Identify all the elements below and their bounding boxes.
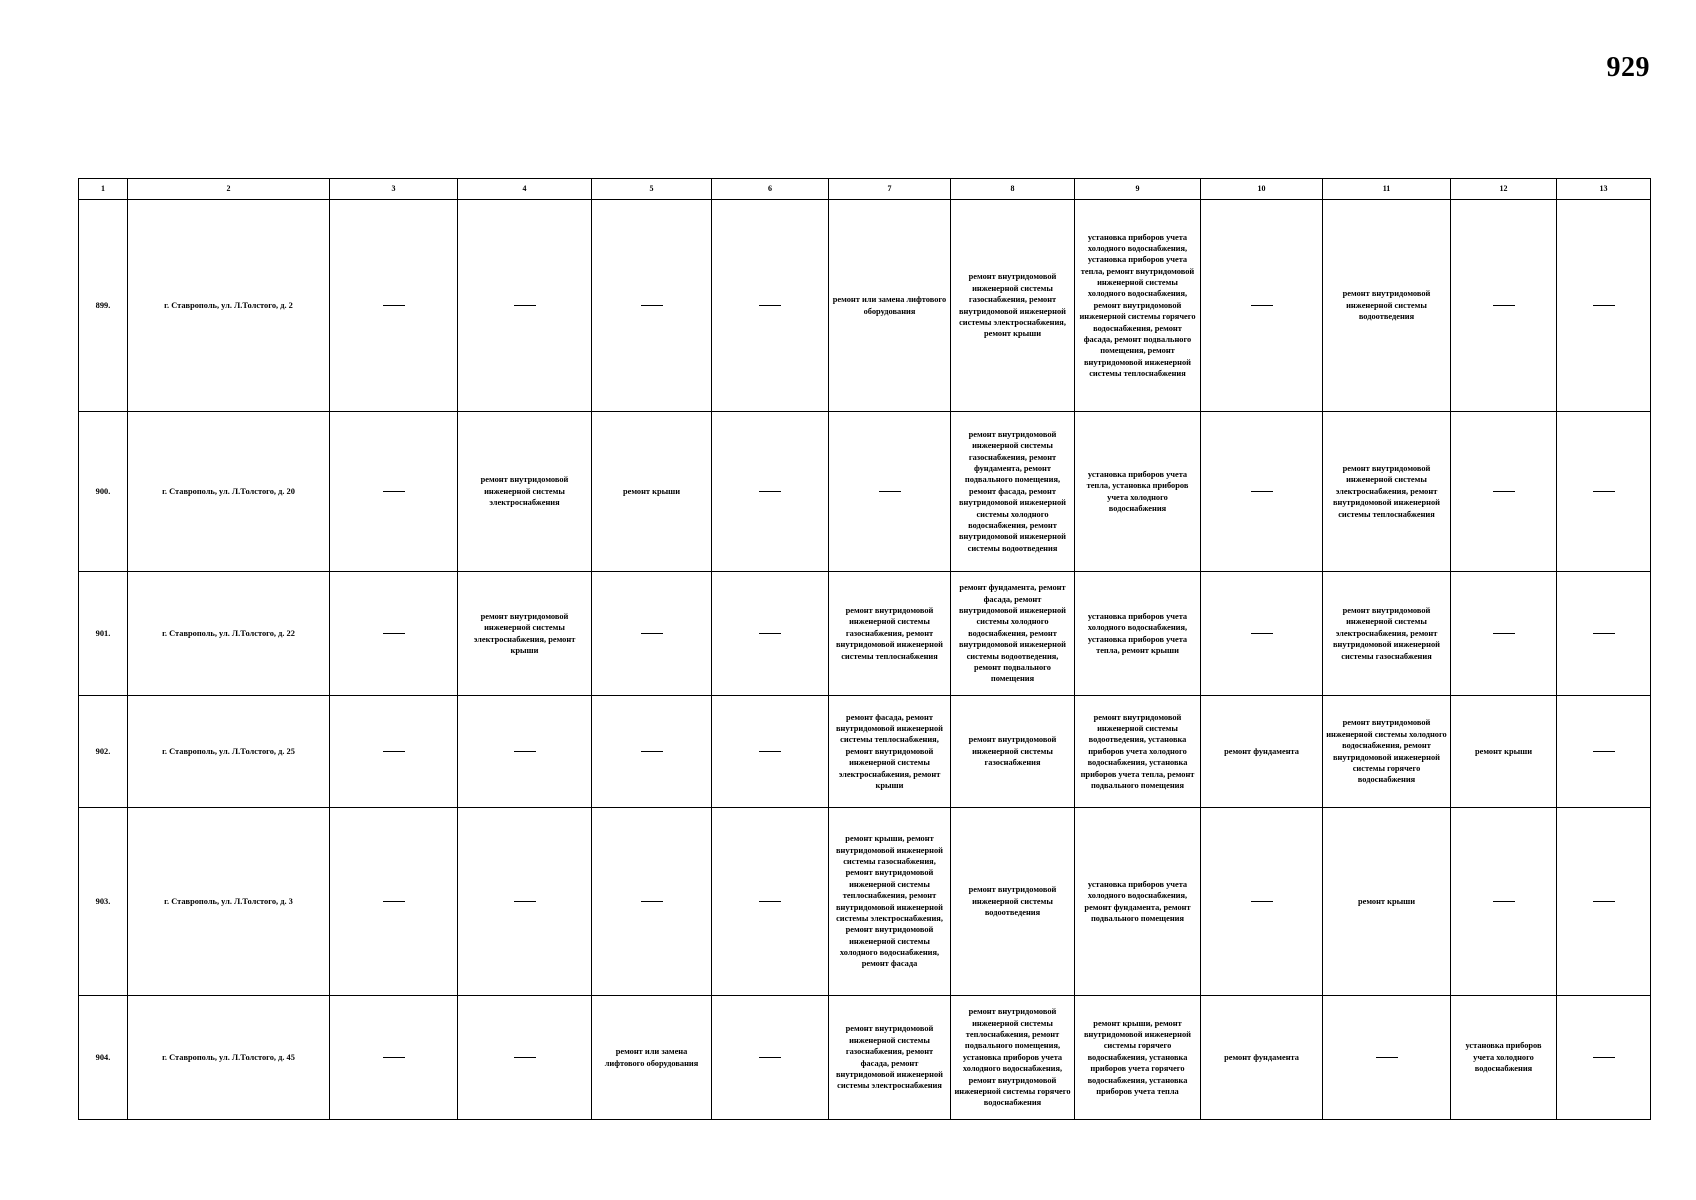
empty-dash (1593, 751, 1615, 752)
work-cell-c7: ремонт фасада, ремонт внутридомовой инженерной системы теплоснабжения, ремонт внутридомовой инженерной системы электроснабжения, ремонт крыши (829, 696, 951, 808)
work-cell-c9: установка приборов учета холодного водоснабжения, установка приборов учета тепла, ремонт крыши (1075, 572, 1201, 696)
work-cell-c12 (1451, 808, 1557, 996)
column-number: 13 (1557, 179, 1651, 200)
work-cell-c3 (330, 996, 458, 1120)
work-cell-c7: ремонт или замена лифтового оборудования (829, 200, 951, 412)
work-cell-c4 (458, 696, 592, 808)
row-number: 904. (79, 996, 128, 1120)
row-number: 901. (79, 572, 128, 696)
empty-dash (514, 1057, 536, 1058)
empty-dash (641, 751, 663, 752)
work-cell-c6 (712, 696, 829, 808)
work-cell-c7: ремонт крыши, ремонт внутридомовой инженерной системы газоснабжения, ремонт внутридомовой инженерной системы теплоснабжения, ремонт внутридомовой инженерной системы электроснабжения, ремонт внутридомовой инженерной системы холодного водоснабжения, ремонт фасада (829, 808, 951, 996)
empty-dash (1251, 305, 1273, 306)
work-cell-c5 (592, 572, 712, 696)
work-cell-c13 (1557, 572, 1651, 696)
work-cell-c5 (592, 696, 712, 808)
column-number: 7 (829, 179, 951, 200)
work-cell-c6 (712, 572, 829, 696)
column-number: 2 (128, 179, 330, 200)
table-row (79, 696, 1651, 808)
empty-dash (1251, 901, 1273, 902)
column-number: 10 (1201, 179, 1323, 200)
column-number: 12 (1451, 179, 1557, 200)
work-cell-c3 (330, 412, 458, 572)
empty-dash (383, 633, 405, 634)
work-cell-c4 (458, 996, 592, 1120)
column-number: 1 (79, 179, 128, 200)
work-cell-c4: ремонт внутридомовой инженерной системы электроснабжения (458, 412, 592, 572)
empty-dash (641, 901, 663, 902)
empty-dash (383, 1057, 405, 1058)
address-cell: г. Ставрополь, ул. Л.Толстого, д. 20 (128, 412, 330, 572)
empty-dash (759, 751, 781, 752)
work-cell-c3 (330, 696, 458, 808)
column-number-header-row (79, 179, 1651, 200)
work-cell-c11: ремонт внутридомовой инженерной системы холодного водоснабжения, ремонт внутридомовой инженерной системы горячего водоснабжения (1323, 696, 1451, 808)
work-cell-c9: установка приборов учета холодного водоснабжения, установка приборов учета тепла, ремонт внутридомовой инженерной системы холодного водоснабжения, ремонт внутридомовой инженерной системы горячего водоснабжения, ремонт фасада, ремонт подвального помещения, ремонт внутридомовой инженерной системы теплоснабжения (1075, 200, 1201, 412)
work-cell-c13 (1557, 412, 1651, 572)
row-number: 902. (79, 696, 128, 808)
empty-dash (1493, 633, 1515, 634)
address-cell: г. Ставрополь, ул. Л.Толстого, д. 3 (128, 808, 330, 996)
empty-dash (1251, 633, 1273, 634)
work-cell-c13 (1557, 696, 1651, 808)
work-cell-c3 (330, 808, 458, 996)
empty-dash (759, 1057, 781, 1058)
empty-dash (514, 751, 536, 752)
work-cell-c9: ремонт крыши, ремонт внутридомовой инженерной системы горячего водоснабжения, установка приборов учета горячего водоснабжения, установка приборов учета тепла (1075, 996, 1201, 1120)
work-cell-c12 (1451, 572, 1557, 696)
work-cell-c8: ремонт внутридомовой инженерной системы теплоснабжения, ремонт подвального помещения, установка приборов учета холодного водоснабжения, ремонт внутридомовой инженерной системы горячего водоснабжения (951, 996, 1075, 1120)
address-cell: г. Ставрополь, ул. Л.Толстого, д. 25 (128, 696, 330, 808)
work-cell-c8: ремонт внутридомовой инженерной системы газоснабжения, ремонт фундамента, ремонт подвального помещения, ремонт фасада, ремонт внутридомовой инженерной системы холодного водоснабжения, ремонт внутридомовой инженерной системы водоотведения (951, 412, 1075, 572)
row-number: 899. (79, 200, 128, 412)
address-cell: г. Ставрополь, ул. Л.Толстого, д. 2 (128, 200, 330, 412)
address-cell: г. Ставрополь, ул. Л.Толстого, д. 22 (128, 572, 330, 696)
work-cell-c4: ремонт внутридомовой инженерной системы электроснабжения, ремонт крыши (458, 572, 592, 696)
column-number: 9 (1075, 179, 1201, 200)
work-cell-c10: ремонт фундамента (1201, 696, 1323, 808)
work-cell-c3 (330, 200, 458, 412)
table-row (79, 200, 1651, 412)
empty-dash (1593, 305, 1615, 306)
empty-dash (383, 901, 405, 902)
table-row (79, 996, 1651, 1120)
work-cell-c13 (1557, 200, 1651, 412)
empty-dash (1251, 491, 1273, 492)
work-cell-c11: ремонт внутридомовой инженерной системы водоотведения (1323, 200, 1451, 412)
work-cell-c4 (458, 808, 592, 996)
empty-dash (641, 305, 663, 306)
empty-dash (1493, 305, 1515, 306)
column-number: 11 (1323, 179, 1451, 200)
work-cell-c11: ремонт внутридомовой инженерной системы электроснабжения, ремонт внутридомовой инженерной системы газоснабжения (1323, 572, 1451, 696)
work-cell-c7 (829, 412, 951, 572)
work-cell-c10 (1201, 412, 1323, 572)
work-cell-c11 (1323, 996, 1451, 1120)
work-cell-c12: установка приборов учета холодного водоснабжения (1451, 996, 1557, 1120)
work-cell-c12: ремонт крыши (1451, 696, 1557, 808)
empty-dash (383, 751, 405, 752)
work-cell-c6 (712, 200, 829, 412)
work-cell-c9: установка приборов учета тепла, установка приборов учета холодного водоснабжения (1075, 412, 1201, 572)
column-number: 3 (330, 179, 458, 200)
work-cell-c13 (1557, 996, 1651, 1120)
empty-dash (759, 633, 781, 634)
work-cell-c11: ремонт внутридомовой инженерной системы электроснабжения, ремонт внутридомовой инженерной системы теплоснабжения (1323, 412, 1451, 572)
empty-dash (1593, 1057, 1615, 1058)
column-number: 8 (951, 179, 1075, 200)
work-cell-c6 (712, 996, 829, 1120)
row-number: 903. (79, 808, 128, 996)
empty-dash (1376, 1057, 1398, 1058)
work-cell-c7: ремонт внутридомовой инженерной системы газоснабжения, ремонт фасада, ремонт внутридомовой инженерной системы электроснабжения (829, 996, 951, 1120)
column-number: 4 (458, 179, 592, 200)
empty-dash (1493, 901, 1515, 902)
empty-dash (1593, 491, 1615, 492)
work-cell-c10 (1201, 808, 1323, 996)
empty-dash (759, 305, 781, 306)
work-cell-c10 (1201, 200, 1323, 412)
work-cell-c5 (592, 808, 712, 996)
work-cell-c5 (592, 200, 712, 412)
empty-dash (514, 305, 536, 306)
work-cell-c8: ремонт фундамента, ремонт фасада, ремонт внутридомовой инженерной системы холодного водоснабжения, ремонт внутридомовой инженерной системы водоотведения, ремонт подвального помещения (951, 572, 1075, 696)
empty-dash (879, 491, 901, 492)
work-cell-c8: ремонт внутридомовой инженерной системы водоотведения (951, 808, 1075, 996)
work-cell-c8: ремонт внутридомовой инженерной системы газоснабжения, ремонт внутридомовой инженерной системы электроснабжения, ремонт крыши (951, 200, 1075, 412)
work-cell-c9: ремонт внутридомовой инженерной системы водоотведения, установка приборов учета холодного водоснабжения, установка приборов учета тепла, ремонт подвального помещения (1075, 696, 1201, 808)
empty-dash (1493, 491, 1515, 492)
work-cell-c6 (712, 412, 829, 572)
row-number: 900. (79, 412, 128, 572)
work-cell-c13 (1557, 808, 1651, 996)
table-row (79, 808, 1651, 996)
work-cell-c12 (1451, 200, 1557, 412)
empty-dash (759, 901, 781, 902)
empty-dash (641, 633, 663, 634)
repair-schedule-table (78, 178, 1651, 1120)
work-cell-c5: ремонт или замена лифтового оборудования (592, 996, 712, 1120)
table-row (79, 572, 1651, 696)
work-cell-c10: ремонт фундамента (1201, 996, 1323, 1120)
work-cell-c9: установка приборов учета холодного водоснабжения, ремонт фундамента, ремонт подвального помещения (1075, 808, 1201, 996)
work-cell-c3 (330, 572, 458, 696)
work-cell-c5: ремонт крыши (592, 412, 712, 572)
work-cell-c10 (1201, 572, 1323, 696)
empty-dash (1593, 901, 1615, 902)
address-cell: г. Ставрополь, ул. Л.Толстого, д. 45 (128, 996, 330, 1120)
work-cell-c7: ремонт внутридомовой инженерной системы газоснабжения, ремонт внутридомовой инженерной системы теплоснабжения (829, 572, 951, 696)
empty-dash (514, 901, 536, 902)
work-cell-c12 (1451, 412, 1557, 572)
page-number: 929 (1606, 52, 1650, 83)
empty-dash (383, 305, 405, 306)
empty-dash (1593, 633, 1615, 634)
empty-dash (383, 491, 405, 492)
column-number: 6 (712, 179, 829, 200)
work-cell-c6 (712, 808, 829, 996)
work-cell-c8: ремонт внутридомовой инженерной системы газоснабжения (951, 696, 1075, 808)
empty-dash (759, 491, 781, 492)
work-cell-c4 (458, 200, 592, 412)
column-number: 5 (592, 179, 712, 200)
table-row (79, 412, 1651, 572)
work-cell-c11: ремонт крыши (1323, 808, 1451, 996)
